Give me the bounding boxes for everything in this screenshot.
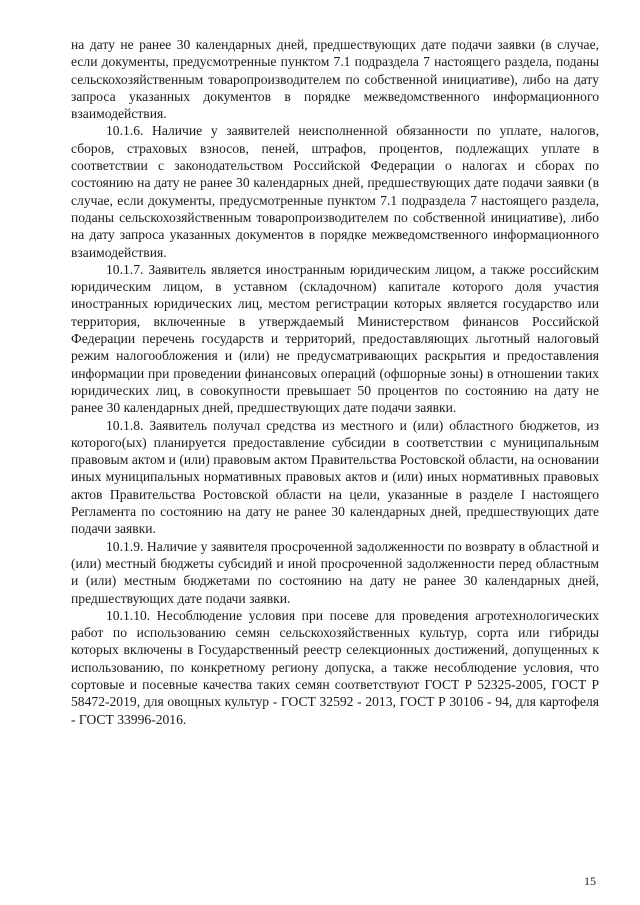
- paragraph-10-1-10: 10.1.10. Несоблюдение условия при посеве для проведения агротехнологических работ по использованию семян сельскохозяйственных культур, сорта или гибриды которых включены в Государственный реестр селекционных достижений, допущенных к использованию, по конкретному региону допуска, а также несоблюдение условия, что сортовые и посевные качества таких семян соответствуют ГОСТ Р 52325-2005, ГОСТ Р 58472-2019, для овощных культур - ГОСТ 32592 - 2013, ГОСТ Р 30106 - 94, для картофеля - ГОСТ 33996-2016.: [71, 607, 599, 727]
- paragraph-10-1-9: 10.1.9. Наличие у заявителя просроченной задолженности по возврату в областной и (или) местный бюджеты субсидий и иной просроченной задолженности перед областным и (или) местным бюджетами по состоянию на дату не ранее 30 календарных дней, предшествующих дате подачи заявки.: [71, 538, 599, 606]
- page-number: 15: [584, 874, 596, 888]
- paragraph-10-1-8: 10.1.8. Заявитель получал средства из местного и (или) областного бюджетов, из которого(ых) планируется предоставление субсидии в соответствии с муниципальным правовым актом и (или) правовым актом Правительства Ростовской области, на основании иных муниципальных нормативных правовых актов и (или) иных нормативных правовых актов Правительства Ростовской области на цели, указанные в разделе I настоящего Регламента по состоянию на дату не ранее 30 календарных дней, предшествующих дате подачи заявки.: [71, 417, 599, 537]
- document-page: [71, 36, 599, 728]
- paragraph-10-1-7: 10.1.7. Заявитель является иностранным юридическим лицом, а также российским юридическим лицом, в уставном (складочном) капитале которого доля участия иностранных юридических лиц, местом регистрации которых является государство или территория, включенные в утверждаемый Министерством финансов Российской Федерации перечень государств и территорий, предоставляющих льготный налоговый режим налогообложения и (или) не предусматривающих раскрытия и предоставления информации при проведении финансовых операций (офшорные зоны) в отношении таких юридических лиц, в совокупности превышает 50 процентов по состоянию на дату не ранее 30 календарных дней, предшествующих дате подачи заявки.: [71, 261, 599, 416]
- paragraph-10-1-6: 10.1.6. Наличие у заявителей неисполненной обязанности по уплате, налогов, сборов, страховых взносов, пеней, штрафов, процентов, подлежащих уплате в соответствии с законодательством Российской Федерации о налогах и сборах по состоянию на дату не ранее 30 календарных дней, предшествующих дате подачи заявки (в случае, если документы, предусмотренные пунктом 7.1 подраздела 7 настоящего раздела, поданы сельскохозяйственным товаропроизводителем по собственной инициативе), либо на дату запроса указанных документов в порядке межведомственного информационного взаимодействия.: [71, 123, 599, 260]
- paragraph-continuation: на дату не ранее 30 календарных дней, предшествующих дате подачи заявки (в случае, если документы, предусмотренные пунктом 7.1 подраздела 7 настоящего раздела, поданы сельскохозяйственным товаропроизводителем по собственной инициативе), либо на дату запроса указанных документов в порядке межведомственного информационного взаимодействия.: [71, 37, 599, 122]
